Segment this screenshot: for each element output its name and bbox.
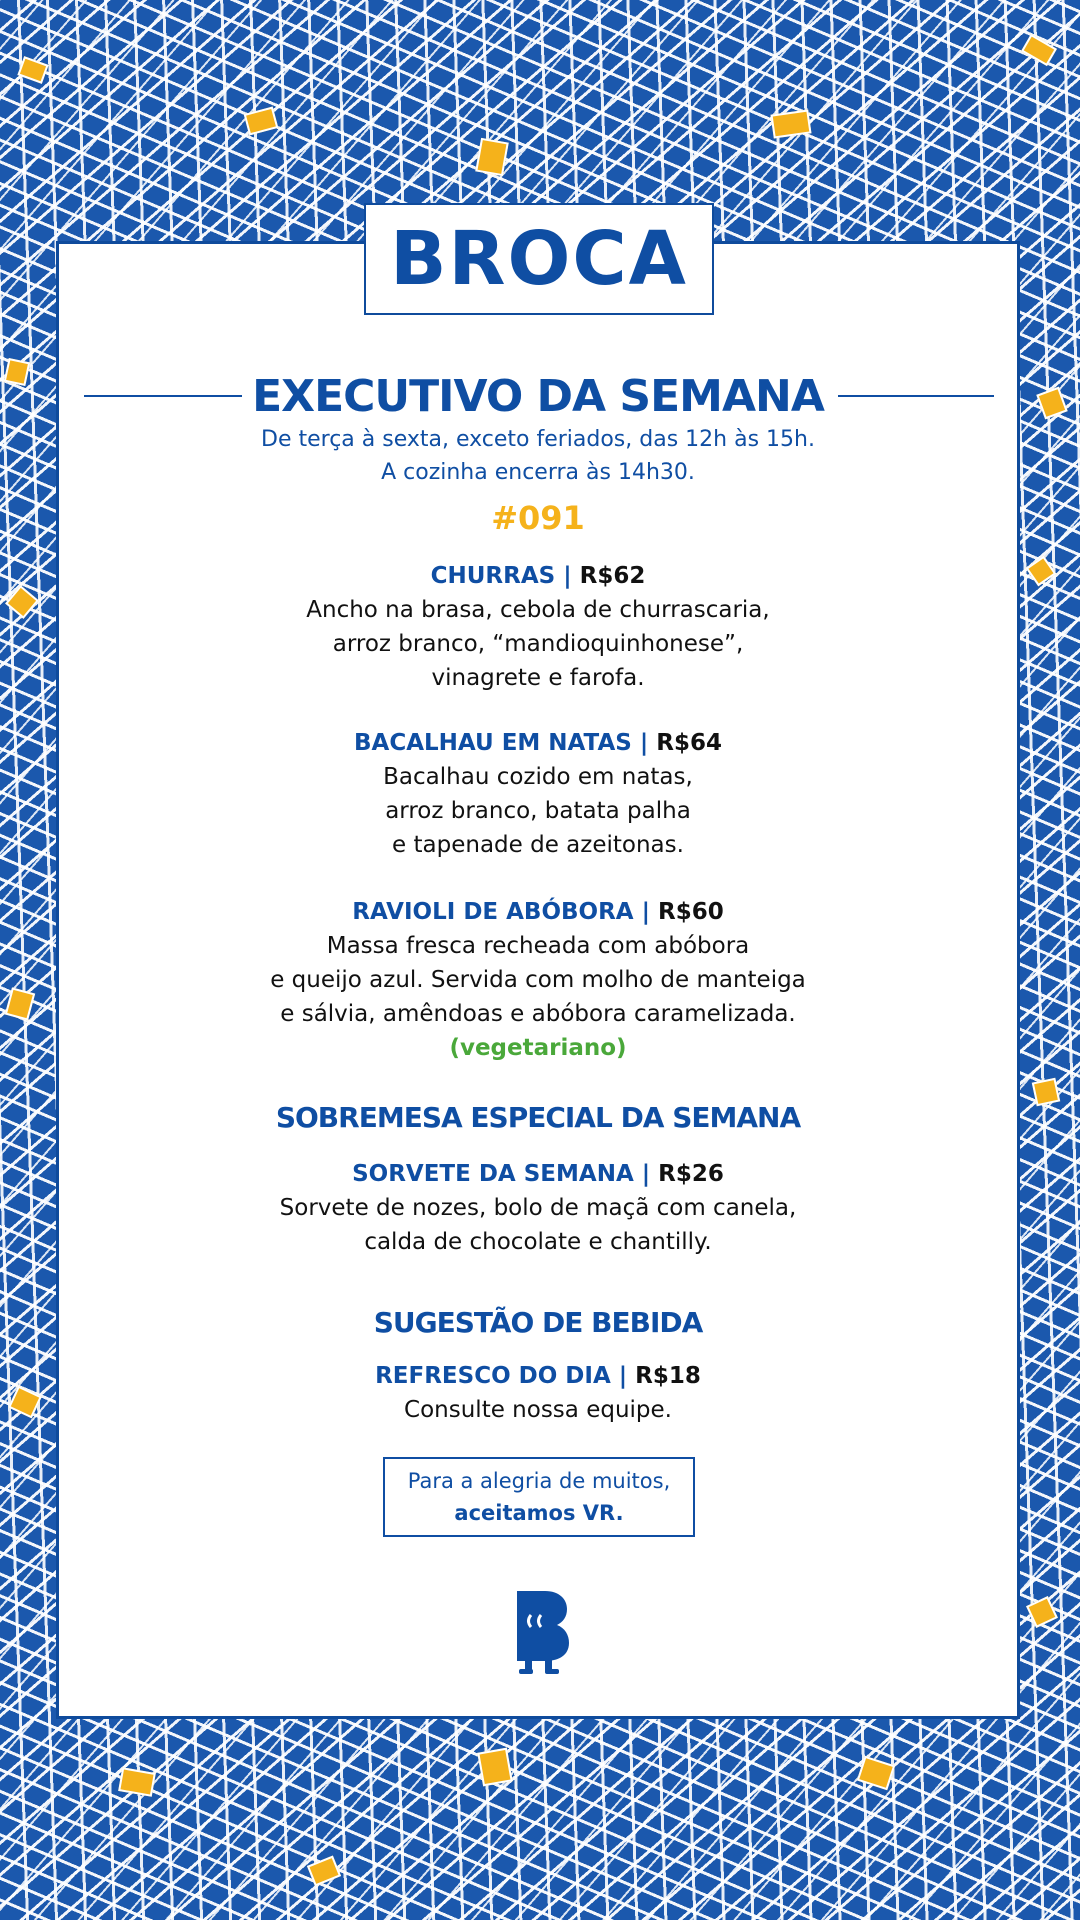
- broca-b-mascot-icon: [511, 1587, 571, 1675]
- menu-item-name: BACALHAU EM NATAS: [354, 730, 632, 756]
- menu-item-price: R$26: [658, 1161, 724, 1187]
- vr-line-2: aceitamos VR.: [454, 1501, 624, 1525]
- menu-item-name: RAVIOLI DE ABÓBORA: [352, 899, 634, 925]
- menu-item-price: R$18: [635, 1363, 701, 1389]
- logo-box: [364, 203, 714, 315]
- yellow-tile: [1032, 1078, 1060, 1106]
- menu-item-description: Massa fresca recheada com abóbora e queijo azul. Servida com molho de manteiga e sálvia, amêndoas e abóbora caramelizada.: [270, 933, 806, 1027]
- menu-item-header: [56, 726, 1020, 760]
- menu-item-name: SORVETE DA SEMANA: [352, 1161, 634, 1187]
- yellow-tile: [477, 1748, 512, 1787]
- menu-item-ravioli: [56, 895, 1020, 1065]
- vegetarian-tag: (vegetariano): [449, 1035, 627, 1061]
- menu-item-refresco: [56, 1359, 1020, 1427]
- menu-item-separator: |: [555, 563, 580, 589]
- menu-item-separator: |: [633, 1161, 659, 1187]
- schedule-line-1: De terça à sexta, exceto feriados, das 12h às 15h.: [261, 427, 815, 452]
- menu-item-churras: [56, 559, 1020, 695]
- dessert-section-title: SOBREMESA ESPECIAL DA SEMANA: [275, 1101, 801, 1134]
- yellow-tile: [475, 138, 508, 176]
- vr-line-1: Para a alegria de muitos,: [407, 1469, 671, 1493]
- menu-item-price: R$64: [656, 730, 722, 756]
- broca-logo: BROCA: [390, 216, 688, 302]
- menu-item-separator: |: [610, 1363, 636, 1389]
- menu-item-separator: |: [633, 899, 659, 925]
- menu-item-header: [56, 1359, 1020, 1393]
- menu-item-header: [56, 559, 1020, 593]
- menu-item-separator: |: [631, 730, 657, 756]
- edition-number: #091: [491, 499, 585, 537]
- menu-item-sorvete: [56, 1157, 1020, 1259]
- schedule-info: [56, 423, 1020, 489]
- menu-item-description: Consulte nossa equipe.: [404, 1397, 672, 1423]
- menu-item-price: R$60: [658, 899, 724, 925]
- menu-item-header: [56, 1157, 1020, 1191]
- menu-item-name: CHURRAS: [430, 563, 556, 589]
- drink-section-title: SUGESTÃO DE BEBIDA: [373, 1306, 703, 1339]
- menu-item-price: R$62: [579, 563, 646, 589]
- menu-item-description: Ancho na brasa, cebola de churrascaria, arroz branco, “mandioquinhonese”, vinagrete e farofa.: [306, 597, 770, 691]
- vr-accepted-box: [383, 1457, 695, 1537]
- menu-item-description: Sorvete de nozes, bolo de maçã com canela, calda de chocolate e chantilly.: [279, 1195, 797, 1255]
- menu-item-description: Bacalhau cozido em natas, arroz branco, batata palha e tapenade de azeitonas.: [383, 764, 693, 858]
- menu-item-header: [56, 895, 1020, 929]
- menu-item-name: REFRESCO DO DIA: [375, 1363, 611, 1389]
- page-title: EXECUTIVO DA SEMANA: [252, 371, 824, 422]
- menu-item-bacalhau: [56, 726, 1020, 862]
- schedule-line-2: A cozinha encerra às 14h30.: [381, 460, 695, 485]
